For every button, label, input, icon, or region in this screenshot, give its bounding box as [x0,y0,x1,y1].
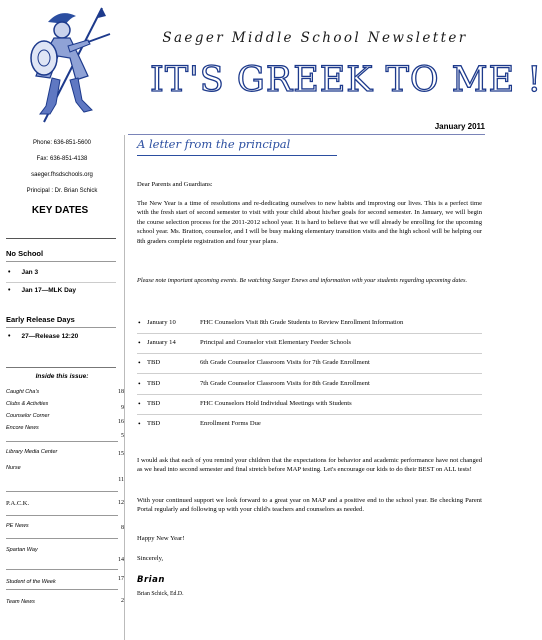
event-description: FHC Counselors Visit 8th Grade Students to Review Enrollment Information [200,319,404,326]
letter-heading: A letter from the principal [137,137,291,151]
key-dates-heading: KEY DATES [31,205,89,216]
event-description: 6th Grade Counselor Classroom Visits for 7th Grade Enrollment [200,359,370,366]
no-school-date: • Jan 3 [8,269,38,276]
letter-paragraph: The New Year is a time of resolutions and re-dedicating ourselves to new habits and improving our lives. This is a perfect time with the fresh start of second semester to visit with your child about his/her goals for second semester. In January, we will begin the course selection process for the 2011-2012 school year. It is hard to believe that we will already be enrolling for the upcoming school year. Ms. Bratton, counselor, and I will be busy making elementary transition visits and the high school will be helping our 8th graders complete registration and four year plans. [137,200,482,245]
event-description: FHC Counselors Hold Individual Meetings with Students [200,400,352,407]
letter-paragraph: With your continued support we look forward to a great year on MAP and a positive end to the school year. Be checking Parent Portal regularly and following up with your child's teachers and counselors as needed. [137,497,482,514]
principal-name: Principal : Dr. Brian Schick [26,188,98,194]
heading-underline [137,155,337,156]
toc-item[interactable] [6,523,124,529]
toc-page: 18 [118,389,124,395]
title-divider [128,134,485,135]
toc-item[interactable] [6,599,124,605]
event-description: Principal and Counselor visit Elementary Feeder Schools [200,339,351,346]
event-description: Enrollment Forms Due [200,420,261,427]
newsletter-title: IT'S GREEK TO ME ! [150,60,542,100]
toc-title: Student of the Week [6,579,56,585]
event-date: TBD [147,420,161,427]
website-link[interactable]: saeger.fhsdschools.org [31,172,93,178]
toc-page: 2 [121,598,124,604]
toc-title: PE News [6,523,29,529]
salutation: Dear Parents and Guardians: [137,181,213,188]
toc-page: 15 [118,451,124,457]
event-divider [137,414,482,415]
column-divider [124,135,125,640]
spartan-warrior-logo [14,6,120,124]
events-note: Please note important upcoming events. Be watching Saeger Enews and information with your students regarding upcoming dates. [137,277,468,284]
toc-page: 5 [121,433,124,439]
toc-title: Nurse [6,465,21,471]
toc-page: 9 [121,405,124,411]
toc-divider [6,589,118,590]
toc-page: 14 [118,557,124,563]
event-divider [137,333,482,334]
letter-paragraph: I would ask that each of you remind your children that the expectations for behavior and academic performance have not changed as we head into second semester and final stretch before MAP testing. Let's encourage our kids to do their BEST on ALL tests! [137,457,482,474]
toc-title: Encore News [6,425,39,431]
inside-divider [6,367,116,368]
closing-greeting: Happy New Year! [137,535,185,542]
event-divider [137,373,482,374]
event-divider [137,394,482,395]
toc-item[interactable] [6,413,124,425]
toc-page: 17 [118,576,124,582]
early-release-date: • 27—Release 12:20 [8,333,78,340]
toc-divider [6,491,118,492]
toc-divider [6,441,118,442]
toc-title: Counselor Corner [6,413,50,419]
event-date: TBD [147,400,161,407]
date-divider [6,282,116,283]
toc-divider [6,538,118,539]
event-description: 7th Grade Counselor Classroom Visits for 8th Grade Enrollment [200,380,370,387]
event-date: January 14 [147,339,176,346]
event-date: TBD [147,380,161,387]
toc-page: 8 [121,525,124,531]
toc-title: Clubs & Activities [6,401,49,407]
toc-title: Caught Cha's [6,389,40,395]
newsletter-name: Saeger Middle School Newsletter [162,30,468,46]
contact-info [0,135,124,199]
toc-divider [6,569,118,570]
no-school-divider [6,261,116,262]
toc-page: 12 [118,500,124,506]
sidebar [0,135,124,605]
event-date: January 10 [147,319,176,326]
toc-divider [6,515,118,516]
toc-item[interactable] [6,425,124,439]
toc-item[interactable] [6,500,124,507]
inside-this-issue-heading: Inside this issue: [35,373,89,380]
toc-page: 11 [118,477,124,483]
toc-item[interactable] [6,576,124,585]
toc-title: Spartan Way [6,547,38,553]
fax: Fax: 636-851-4138 [36,156,88,162]
key-dates-divider [6,238,116,239]
no-school-date: • Jan 17—MLK Day [8,287,76,294]
toc-item[interactable] [6,547,124,563]
early-release-divider [6,327,116,328]
signer-name: Brian Schick, Ed.D. [137,591,184,597]
early-release-label: Early Release Days [6,315,75,324]
toc-item[interactable] [6,389,124,395]
closing-sincerely: Sincerely, [137,555,164,562]
signature: Brian [137,575,165,585]
toc-title: Team News [6,599,35,605]
toc-item[interactable] [6,449,124,455]
event-divider [137,353,482,354]
issue-date: January 2011 [434,122,485,131]
phone: Phone: 636-851-5600 [32,140,92,146]
event-date: TBD [147,359,161,366]
toc-title: Library Media Center [6,449,58,455]
toc-item[interactable] [6,465,124,483]
toc-item[interactable] [6,401,124,411]
no-school-label: No School [6,249,44,258]
toc-page: 16 [118,419,124,425]
toc-title: P.A.C.K. [6,500,30,507]
